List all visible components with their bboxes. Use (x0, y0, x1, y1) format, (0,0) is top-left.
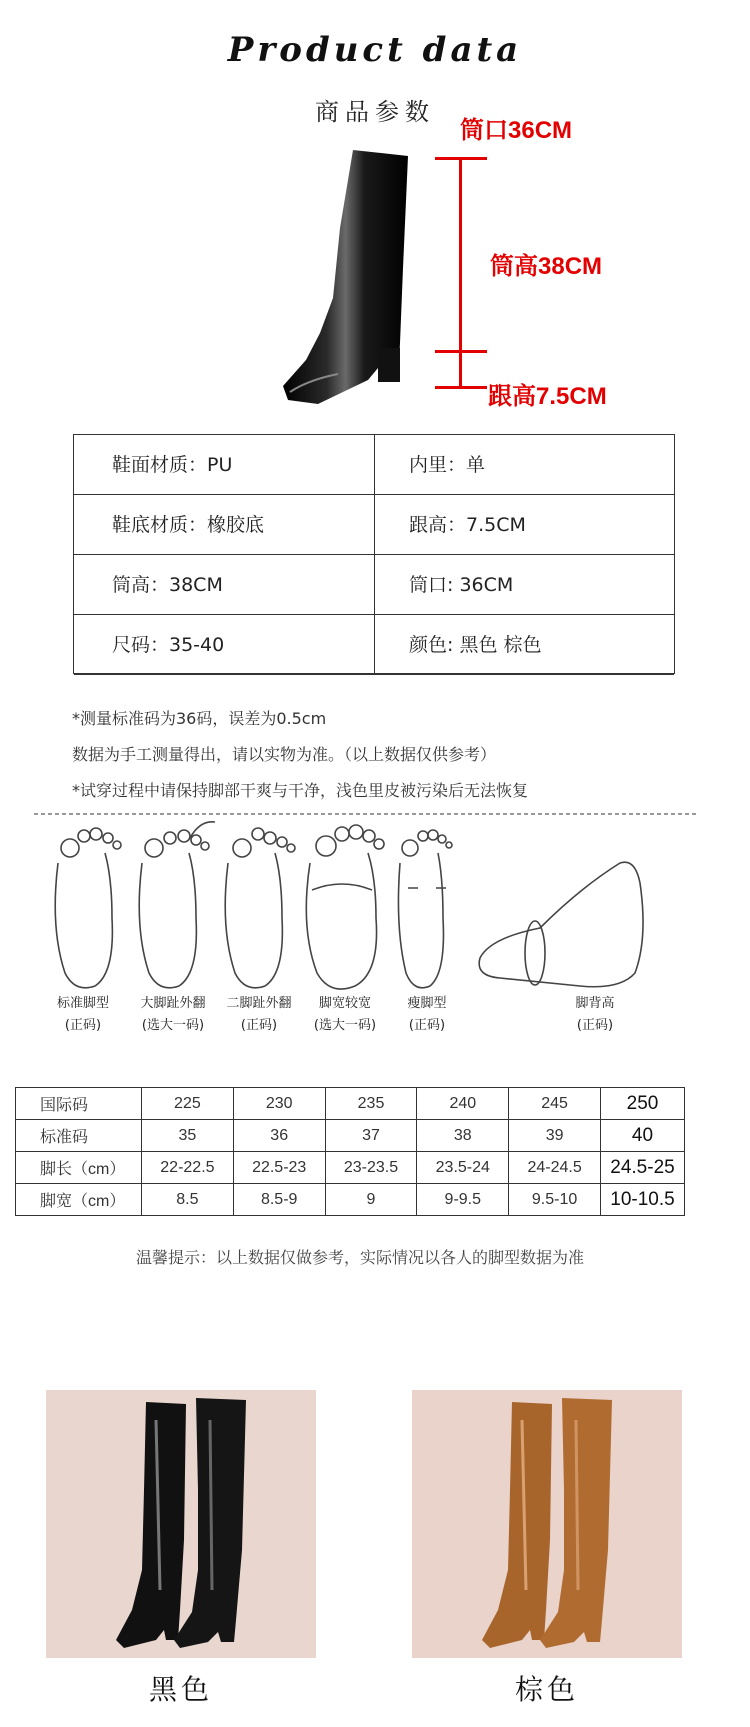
spec-column-divider (374, 435, 375, 673)
foot-type-caption: 瘦脚型 (正码) (407, 996, 447, 1033)
color-label-black: 黑色 (148, 1673, 213, 1706)
table-row-header: 脚长（cm） (16, 1152, 142, 1184)
spec-cell-right: 跟高：7.5CM (409, 514, 526, 536)
table-cell: 230 (233, 1088, 325, 1120)
table-cell: 9.5-10 (509, 1184, 601, 1216)
spec-cell-left: 鞋面材质：PU (112, 454, 233, 476)
table-cell: 8.5 (142, 1184, 234, 1216)
table-cell: 22-22.5 (142, 1152, 234, 1184)
table-cell: 9 (325, 1184, 417, 1216)
foot-outlines-image (20, 808, 710, 998)
table-row-header: 国际码 (16, 1088, 142, 1120)
table-cell: 23.5-24 (417, 1152, 509, 1184)
table-cell: 35 (142, 1120, 234, 1152)
note-line: *测量标准码为36码，误差为0.5cm (72, 709, 327, 728)
table-cell: 24-24.5 (509, 1152, 601, 1184)
spec-cell-right: 颜色: 黑色 棕色 (409, 634, 542, 656)
note-line: 数据为手工测量得出，请以实物为准。（以上数据仅供参考） (72, 745, 497, 764)
table-row (16, 1088, 685, 1120)
table-row-header: 脚宽（cm） (16, 1184, 142, 1216)
foot-type-caption: 二脚趾外翻 (正码) (226, 996, 292, 1033)
table-cell: 36 (233, 1120, 325, 1152)
table-cell: 39 (509, 1120, 601, 1152)
color-label-brown: 棕色 (514, 1673, 579, 1706)
table-cell: 240 (417, 1088, 509, 1120)
tip-text: 温馨提示：以上数据仅做参考，实际情况以各人的脚型数据为准 (135, 1248, 584, 1267)
foot-type-caption: 脚背高 (正码) (575, 996, 615, 1033)
table-cell: 225 (142, 1088, 234, 1120)
table-cell: 235 (325, 1088, 417, 1120)
black-boots-photo (46, 1390, 316, 1658)
table-cell: 24.5-25 (601, 1152, 685, 1184)
table-cell: 23-23.5 (325, 1152, 417, 1184)
table-cell: 22.5-23 (233, 1152, 325, 1184)
table-cell: 250 (601, 1088, 685, 1120)
foot-type-caption: 标准脚型 (正码) (56, 996, 109, 1033)
brown-boots-photo (412, 1390, 682, 1658)
size-table (15, 1087, 685, 1216)
spec-table (73, 434, 675, 674)
title-english: Product data (227, 30, 523, 70)
heel-top-tick (435, 350, 487, 353)
heel-measure-label: 跟高7.5CM (488, 383, 607, 410)
opening-measure-label: 筒口36CM (460, 117, 573, 144)
table-cell: 40 (601, 1120, 685, 1152)
table-cell: 10-10.5 (601, 1184, 685, 1216)
spec-cell-left: 鞋底材质：橡胶底 (112, 514, 265, 536)
note-line: *试穿过程中请保持脚部干爽与干净，浅色里皮被污染后无法恢复 (72, 781, 529, 800)
table-cell: 245 (509, 1088, 601, 1120)
table-cell: 37 (325, 1120, 417, 1152)
spec-cell-right: 筒口: 36CM (409, 574, 514, 596)
table-row-header: 标准码 (16, 1120, 142, 1152)
table-cell: 8.5-9 (233, 1184, 325, 1216)
foot-type-caption: 大脚趾外翻 (选大一码) (140, 996, 206, 1033)
table-row (16, 1184, 685, 1216)
spec-cell-right: 内里：单 (409, 454, 486, 476)
spec-cell-left: 尺码：35-40 (112, 634, 225, 656)
table-cell: 38 (417, 1120, 509, 1152)
foot-type-caption: 脚宽较宽 (选大一码) (313, 996, 377, 1033)
table-row (16, 1120, 685, 1152)
heel-bottom-tick (435, 386, 487, 389)
table-cell: 9-9.5 (417, 1184, 509, 1216)
table-row (16, 1152, 685, 1184)
foot-type-illustration (20, 808, 710, 1058)
title-chinese: 商品参数 (315, 98, 435, 126)
boot-diagram-image (278, 148, 428, 408)
height-measure-label: 筒高38CM (490, 253, 603, 280)
spec-cell-left: 筒高：38CM (112, 574, 223, 596)
